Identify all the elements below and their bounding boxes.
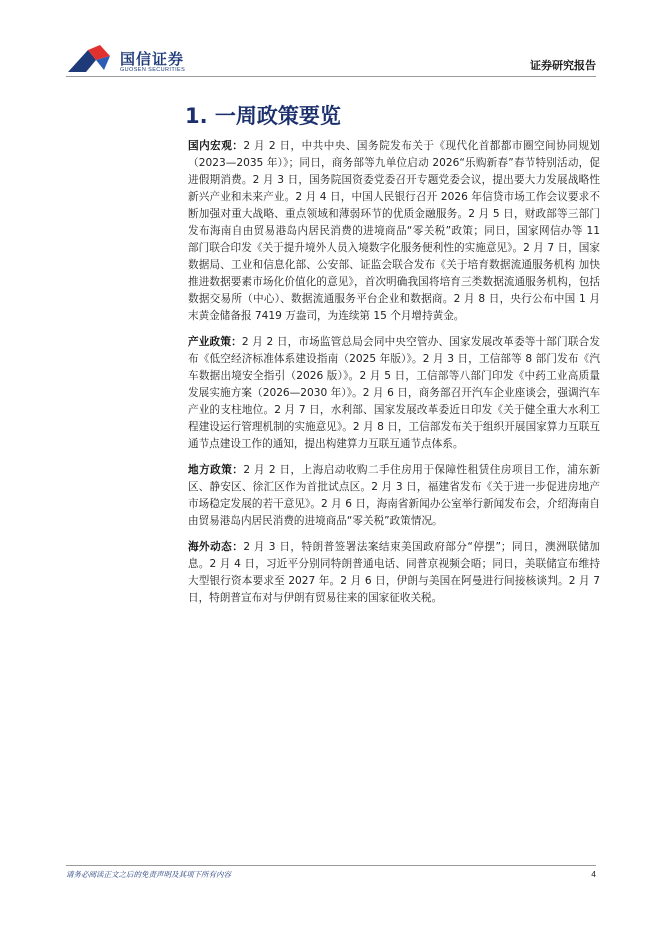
paragraph-label: 地方政策： xyxy=(188,464,244,476)
paragraph-label: 海外动态： xyxy=(188,541,244,553)
footer-disclaimer: 请务必阅读正文之后的免责声明及其项下所有内容 xyxy=(66,870,231,879)
paragraph-overseas xyxy=(188,539,600,607)
paragraph-local-policy xyxy=(188,462,600,530)
header-divider xyxy=(66,76,596,77)
page-number: 4 xyxy=(591,869,596,879)
brand-name: 国信证券 xyxy=(120,50,185,68)
paragraph-label: 产业政策： xyxy=(188,336,242,348)
footer-divider xyxy=(66,865,596,866)
guosen-logo-icon xyxy=(66,44,116,74)
page-header xyxy=(0,0,662,80)
report-type: 证券研究报告 xyxy=(530,59,596,72)
paragraph-text: 2 月 3 日，特朗普签署法案结束美国政府部分“停摆”；同日，澳洲联储加息。2 月 4 日，习近平分别同特朗普通电话、同普京视频会晤；同日，美联储宣布维持大型银行资本要求至 2027 年。2 月 6 日，伊朗与美国在阿曼进行间接核谈判。2 月 7 日，特朗普宣布对与伊朗有贸易往来的国家征收关税。 xyxy=(188,541,601,604)
paragraph-label: 国内宏观： xyxy=(188,140,244,152)
paragraph-domestic-macro xyxy=(188,138,600,325)
brand-name-en: GUOSEN SECURITIES xyxy=(120,67,186,73)
paragraph-industry-policy xyxy=(188,334,600,453)
paragraph-text: 2 月 2 日，中共中央、国务院发布关于《现代化首都都市圈空间协同规划（2023—2035 年）》；同日，商务部等九单位启动 2026“乐购新春”春节特别活动，促进假期消费。2 月 3 日，国务院国资委党委召开专题党委会议，提出要大力发展战略性新兴产业和未来产业。2 月 4 日，中国人民银行召开 2026 年信贷市场工作会议要求不断加强对重大战略、重点领域和薄弱环节的优质金融服务。2 月 5 日，财政部等三部门发布海南自由贸易港岛内居民消费的进境商品“零关税”政策；同日，国家网信办等 11 部门联合印发《关于提升境外人员入境数字化服务便利性的实施意见》。2 月 7 日，国家数据局、工业和信息化部、公安部、证监会联合发布《关于培育数据流通服务机构 加快推进数据要素市场化价值化的意见》，首次明确我国将培育三类数据流通服务机构，包括数据交易所（中心）、数据流通服务平台企业和数据商。2 月 8 日，央行公布中国 1 月末黄金储备报 7419 万盎司，为连续第 15 个月增持黄金。 xyxy=(188,140,600,322)
paragraph-text: 2 月 2 日，上海启动收购二手住房用于保障性租赁住房项目工作，浦东新区、静安区、徐汇区作为首批试点区。2 月 3 日，福建省发布《关于进一步促进房地产市场稳定发展的若干意见》。2 月 6 日，海南省新闻办公室举行新闻发布会，介绍海南自由贸易港岛内居民消费的进境商品“零关税”政策情况。 xyxy=(188,464,600,527)
main-content xyxy=(188,138,600,616)
section-title: 1. 一周政策要览 xyxy=(185,104,341,128)
paragraph-text: 2 月 2 日，市场监管总局会同中央空管办、国家发展改革委等十部门联合发布《低空经济标准体系建设指南（2025 年版）》。2 月 3 日，工信部等 8 部门发布《汽车数据出境安全指引（2026 版）》。2 月 5 日，工信部等八部门印发《中药工业高质量发展实施方案（2026—2030 年）》。2 月 6 日，商务部召开汽车企业座谈会，强调汽车产业的支柱地位。2 月 7 日，水利部、国家发展改革委近日印发《关于健全重大水利工程建设运行管理机制的实施意见》。2 月 8 日，工信部发布关于组织开展国家算力互联互通节点建设工作的通知，提出构建算力互联互通节点体系。 xyxy=(188,336,600,450)
